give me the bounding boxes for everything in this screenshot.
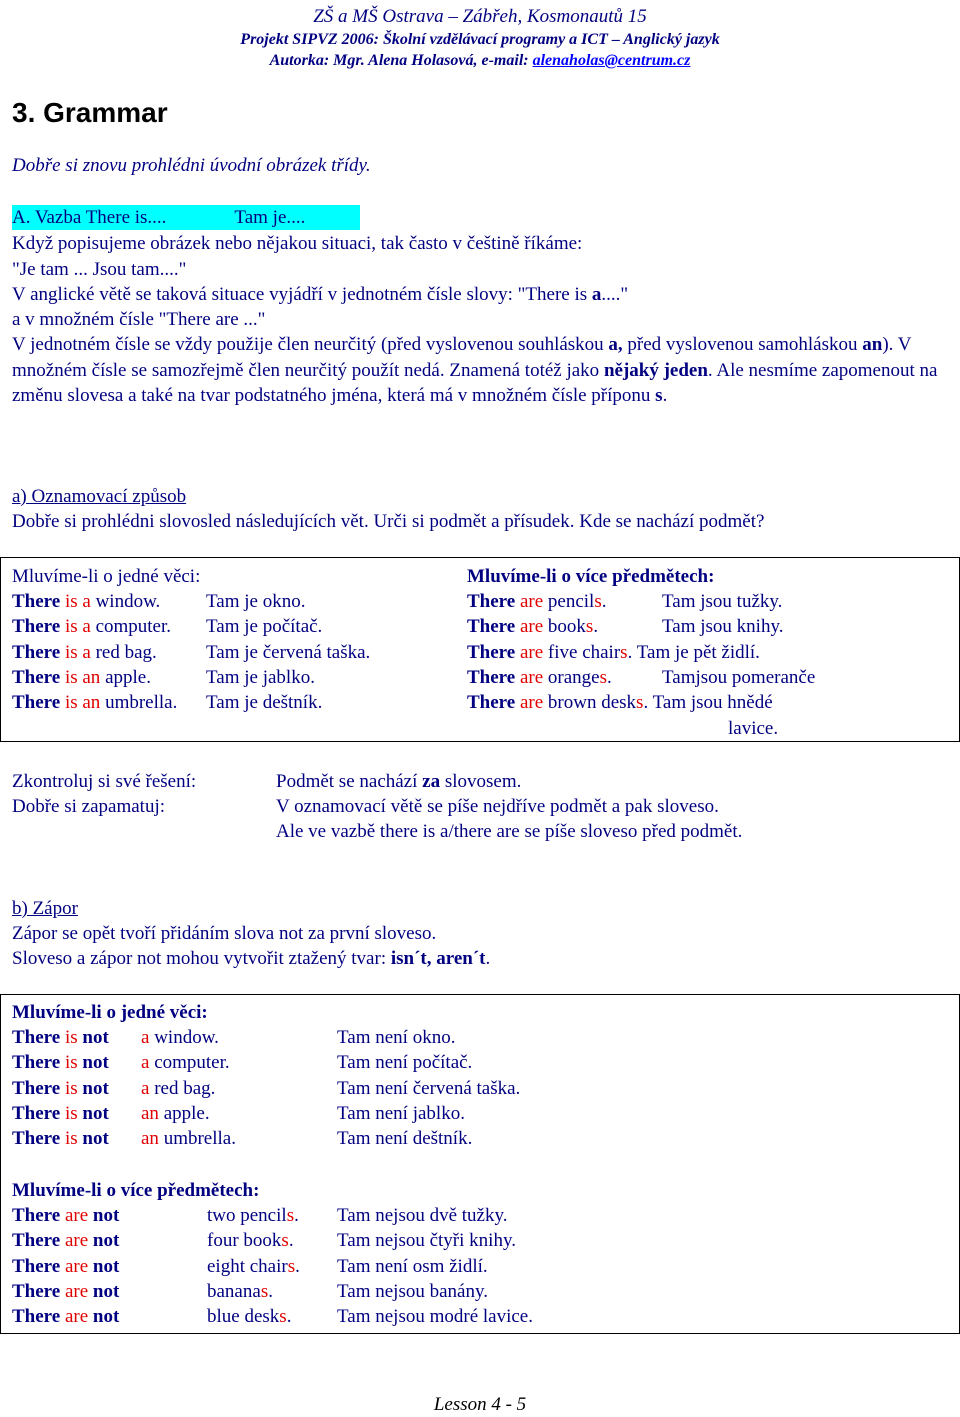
box2-heading-singular: Mluvíme-li o jedné věci:: [12, 1002, 208, 1023]
example-row: [467, 690, 773, 715]
translation: Tam jsou knihy.: [662, 616, 784, 638]
plural-suffix: s: [286, 1205, 295, 1226]
word-noun: apple.: [158, 1102, 210, 1124]
example-row: [467, 640, 760, 665]
zapor-text: Sloveso a zápor not mohou vytvořit ztažený tvar:: [12, 948, 391, 969]
word-is: is: [64, 1077, 78, 1099]
translation: Tam nejsou modré lavice.: [337, 1306, 533, 1328]
noun-row: [207, 1228, 294, 1253]
word-noun: umbrella.: [158, 1128, 236, 1150]
page-footer: Lesson 4 - 5: [433, 1394, 527, 1415]
article-row: [141, 1126, 236, 1151]
word-are: are: [64, 1255, 89, 1277]
word-not: not: [82, 1128, 109, 1150]
line3-bold: a: [591, 284, 602, 305]
line3-text: V anglické větě se taková situace vyjádří v jednotném čísle slovy: "There is: [12, 284, 592, 305]
word-verb: are: [519, 591, 544, 612]
negative-row: [12, 1101, 109, 1126]
remember-label: Dobře si zapamatuj:: [12, 796, 166, 817]
noun-row: [207, 1304, 291, 1329]
sentence-end: .: [627, 641, 633, 663]
plural-suffix: s: [279, 1306, 287, 1328]
translation: Tam nejsou dvě tužky.: [337, 1205, 508, 1226]
noun-row: [207, 1279, 273, 1304]
word-not: not: [92, 1280, 120, 1302]
sentence-end: .: [268, 1280, 273, 1302]
translation: Tam není deštník.: [337, 1128, 473, 1150]
negative-row: [12, 1126, 109, 1151]
plural-suffix: s: [636, 692, 644, 714]
word-there: There: [12, 616, 61, 638]
negative-row: [12, 1254, 119, 1279]
word-article: a: [141, 1052, 150, 1074]
check-rule-2: V oznamovací větě se píše nejdříve podmět a pak sloveso.: [276, 796, 719, 817]
word-verb: is a: [64, 616, 91, 638]
rule1-bold: za: [422, 771, 441, 792]
heading-b: Tam je....: [234, 207, 306, 228]
word-noun: computer.: [90, 616, 172, 638]
translation: Tam nejsou čtyři knihy.: [337, 1230, 516, 1252]
word-there: There: [467, 616, 516, 638]
word-noun: four book: [207, 1230, 282, 1252]
plural-suffix: s: [287, 1255, 296, 1277]
noun-row: [207, 1203, 299, 1228]
word-not: not: [92, 1205, 120, 1226]
negative-row: [12, 1025, 109, 1050]
word-verb: are: [519, 641, 544, 663]
translation: Tam jsou hnědé: [652, 692, 773, 714]
header-school: ZŠ a MŠ Ostrava – Zábřeh, Kosmonautů 15: [313, 6, 647, 27]
section-a-paragraph: [12, 332, 942, 409]
word-verb: is a: [64, 641, 91, 663]
sentence-end: .: [643, 692, 649, 714]
word-there: There: [12, 1077, 61, 1099]
translation: Tam je deštník.: [206, 692, 323, 714]
article-row: [141, 1101, 210, 1126]
negative-row: [12, 1076, 109, 1101]
translation: Tam nejsou banány.: [337, 1280, 488, 1302]
plural-suffix: s: [599, 666, 608, 688]
example-row: [467, 665, 612, 690]
word-there: There: [467, 641, 516, 663]
translation: Tam jsou tužky.: [662, 591, 783, 612]
word-noun: window.: [90, 591, 161, 612]
example-row: [12, 665, 151, 690]
word-there: There: [12, 591, 61, 612]
section-ozn-text: Dobře si prohlédni slovosled následujících vět. Urči si podmět a přísudek. Kde se nachází podmět?: [12, 511, 765, 532]
word-noun: window.: [149, 1027, 219, 1048]
word-are: are: [64, 1205, 89, 1226]
plural-suffix: s: [585, 616, 594, 638]
word-noun: five chair: [543, 641, 621, 663]
sentence-end: .: [288, 1230, 294, 1252]
translation: Tam je počítač.: [206, 616, 323, 638]
section-a-heading: [12, 205, 360, 230]
p-bold-a: a,: [608, 334, 623, 355]
word-not: not: [92, 1306, 120, 1328]
negative-row: [12, 1050, 109, 1075]
article-row: [141, 1025, 219, 1050]
translation: Tamjsou pomeranče: [662, 666, 816, 688]
page-title: 3. Grammar: [12, 97, 168, 128]
negative-row: [12, 1203, 119, 1228]
section-ozn-heading: a) Oznamovací způsob: [12, 486, 187, 507]
p-bold-an: an: [862, 334, 883, 355]
word-noun: two pencil: [207, 1205, 287, 1226]
word-verb: is a: [64, 591, 91, 612]
p-text-3: ). V množném čísle se samozřejmě člen neurčitý použít nedá. Znamená totéž jako: [12, 334, 912, 381]
heading-a: A. Vazba There is....: [12, 207, 167, 228]
word-there: There: [12, 1306, 61, 1328]
check-label: Zkontroluj si své řešení:: [12, 771, 197, 792]
p-bold-nejaky: nějaký jeden: [603, 359, 708, 381]
p-bold-s: s: [655, 385, 663, 406]
word-there: There: [467, 692, 516, 714]
p-text-5: .: [662, 385, 668, 406]
zapor-bold: isn´t, aren´t: [390, 948, 486, 969]
rule1-text: Podmět se nachází: [276, 771, 423, 792]
author-email-link[interactable]: alenaholas@centrum.cz: [532, 52, 691, 69]
word-article: an: [141, 1102, 159, 1124]
p-text-1: V jednotném čísle se vždy použije člen neurčitý (před vyslovenou souhláskou: [12, 334, 609, 355]
word-not: not: [82, 1102, 109, 1124]
word-verb: is an: [64, 692, 101, 714]
author-label: Autorka: Mgr. Alena Holasová, e-mail:: [269, 52, 533, 69]
header-project: Projekt SIPVZ 2006: Školní vzdělávací programy a ICT – Anglický jazyk: [240, 31, 720, 48]
sentence-end: .: [286, 1306, 292, 1328]
word-verb: are: [519, 616, 544, 638]
plural-suffix: s: [620, 641, 628, 663]
word-not: not: [82, 1077, 109, 1099]
sentence-end: .: [294, 1205, 299, 1226]
translation: Tam je okno.: [206, 591, 306, 612]
sentence-end: .: [295, 1255, 300, 1277]
example-row: [467, 614, 598, 639]
word-verb: are: [519, 692, 544, 714]
word-there: There: [12, 1052, 61, 1074]
check-rule-3: Ale ve vazbě there is a/there are se píše sloveso před podmět.: [276, 821, 743, 842]
section-zapor-heading: b) Zápor: [12, 898, 78, 919]
translation: Tam je pět židlí.: [636, 641, 760, 663]
section-a-line4: a v množném čísle "There are ...": [12, 309, 266, 330]
noun-row: [207, 1254, 300, 1279]
section-a-line2: "Je tam ... Jsou tam....": [12, 259, 187, 280]
box1-left-heading: Mluvíme-li o jedné věci:: [12, 566, 201, 587]
word-noun: blue desk: [207, 1306, 280, 1328]
word-noun: pencil: [543, 591, 595, 612]
word-is: is: [64, 1052, 78, 1074]
word-there: There: [12, 1255, 61, 1277]
section-zapor-line1: Zápor se opět tvoří přidáním slova not za první sloveso.: [12, 923, 437, 944]
word-there: There: [12, 1128, 61, 1150]
word-article: a: [141, 1027, 150, 1048]
word-noun: apple.: [100, 666, 151, 688]
section-zapor-line2: [12, 946, 490, 971]
word-there: There: [12, 1027, 61, 1048]
word-noun: red bag.: [90, 641, 157, 663]
translation: Tam není osm židlí.: [337, 1255, 488, 1277]
word-there: There: [12, 1205, 61, 1226]
heading-highlight: [12, 205, 360, 230]
negative-row: [12, 1228, 119, 1253]
word-not: not: [92, 1255, 120, 1277]
p-text-4: . Ale nesmíme zapomenout na změnu slovesa a také na tvar podstatného jména, která má v množném čísle příponu: [12, 359, 938, 406]
word-noun: umbrella.: [100, 692, 178, 714]
intro-text: Dobře si znovu prohlédni úvodní obrázek třídy.: [12, 155, 371, 176]
translation: Tam není počítač.: [337, 1052, 473, 1074]
word-there: There: [467, 591, 516, 612]
word-noun: orange: [543, 666, 600, 688]
header-author: [0, 48, 960, 73]
example-row: [12, 690, 177, 715]
word-verb: are: [519, 666, 544, 688]
plural-suffix: s: [260, 1280, 269, 1302]
p-text-2: před vyslovenou samohláskou: [622, 334, 863, 355]
word-there: There: [12, 666, 61, 688]
word-is: is: [64, 1027, 78, 1048]
word-are: are: [64, 1230, 89, 1252]
article-row: [141, 1050, 230, 1075]
zapor-end: .: [485, 948, 491, 969]
example-row: [467, 589, 607, 614]
rule1-end: slovosem.: [440, 771, 522, 792]
word-not: not: [82, 1027, 109, 1048]
section-a-line1: Když popisujeme obrázek nebo nějakou situaci, tak často v češtině říkáme:: [12, 233, 583, 254]
line3-end: ....": [601, 284, 629, 305]
article-row: [141, 1076, 215, 1101]
negative-row: [12, 1279, 119, 1304]
translation: Tam je červená taška.: [206, 641, 371, 663]
check-rule-1: [276, 769, 521, 794]
word-are: are: [64, 1306, 89, 1328]
word-is: is: [64, 1128, 78, 1150]
box2-heading-plural: Mluvíme-li o více předmětech:: [12, 1180, 260, 1201]
translation: Tam není okno.: [337, 1027, 456, 1048]
translation: Tam není červená taška.: [337, 1077, 521, 1099]
word-noun: red bag.: [149, 1077, 216, 1099]
example-row: [12, 640, 157, 665]
word-there: There: [12, 692, 61, 714]
translation: Tam není jablko.: [337, 1102, 465, 1124]
word-there: There: [12, 1102, 61, 1124]
plural-suffix: s: [594, 591, 602, 612]
word-is: is: [64, 1102, 78, 1124]
section-a-line3: [12, 282, 628, 307]
word-article: an: [141, 1128, 159, 1150]
word-there: There: [12, 641, 61, 663]
word-not: not: [82, 1052, 109, 1074]
plural-suffix: s: [281, 1230, 289, 1252]
word-noun: book: [543, 616, 586, 638]
sentence-end: .: [607, 666, 612, 688]
translation: Tam je jablko.: [206, 666, 315, 688]
word-noun: brown desk: [543, 692, 637, 714]
word-there: There: [12, 1230, 61, 1252]
word-there: There: [467, 666, 516, 688]
example-row: [12, 614, 171, 639]
word-verb: is an: [64, 666, 101, 688]
word-noun: computer.: [149, 1052, 230, 1074]
box1-extra: lavice.: [728, 718, 779, 739]
word-are: are: [64, 1280, 89, 1302]
word-noun: eight chair: [207, 1255, 288, 1277]
word-article: a: [141, 1077, 150, 1099]
sentence-end: .: [601, 591, 607, 612]
sentence-end: .: [593, 616, 599, 638]
box1-right-heading: Mluvíme-li o více předmětech:: [467, 566, 715, 587]
example-row: [12, 589, 160, 614]
negative-row: [12, 1304, 119, 1329]
word-noun: banana: [207, 1280, 261, 1302]
word-not: not: [92, 1230, 120, 1252]
word-there: There: [12, 1280, 61, 1302]
